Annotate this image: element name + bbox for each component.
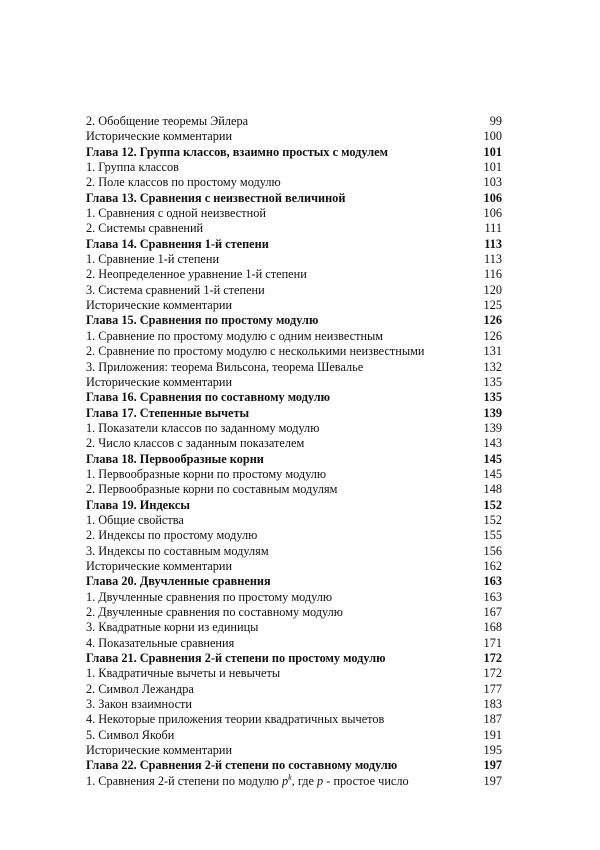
toc-entry[interactable] xyxy=(86,298,502,313)
toc-entry-title: Глава 21. Сравнения 2-й степени по простому модулю xyxy=(86,651,386,666)
toc-entry-title: 5. Символ Якоби xyxy=(86,727,175,742)
toc-entry-title: Исторические комментарии xyxy=(86,374,233,389)
toc-entry-title: Исторические комментарии xyxy=(86,298,233,313)
toc-entry-title: Глава 16. Сравнения по составному модулю xyxy=(86,390,331,405)
toc-entry-page: 145 xyxy=(483,451,502,466)
toc-chapter-entry[interactable] xyxy=(86,145,502,160)
title-start: 1. Сравнения 2-й степени по модулю xyxy=(86,773,282,788)
toc-entry-title: 1. Квадратичные вычеты и невычеты xyxy=(86,666,281,681)
toc-entry[interactable] xyxy=(86,774,502,789)
toc-entry-page: 167 xyxy=(483,605,502,619)
toc-entry-page: 103 xyxy=(483,175,502,190)
toc-entry-page: 148 xyxy=(483,482,502,497)
toc-entry-title: 1. Общие свойства xyxy=(86,512,184,527)
toc-chapter-entry[interactable] xyxy=(86,498,502,513)
toc-entry-title: 2. Индексы по простому модулю xyxy=(86,528,258,543)
toc-entry[interactable] xyxy=(86,129,502,144)
toc-entry-title: 1. Первообразные корни по простому модулю xyxy=(86,466,327,481)
toc-entry-title: 1. Сравнение 1-й степени xyxy=(86,252,220,267)
toc-entry[interactable] xyxy=(86,421,502,436)
toc-entry-title: 3. Индексы по составным модулям xyxy=(86,543,269,558)
toc-entry[interactable] xyxy=(86,666,502,681)
toc-entry-title: 2. Символ Лежандра xyxy=(86,681,194,696)
toc-entry-page: 126 xyxy=(483,328,502,343)
toc-entry[interactable] xyxy=(86,513,502,528)
toc-entry[interactable] xyxy=(86,283,502,298)
toc-entry[interactable] xyxy=(86,559,502,574)
toc-entry-page: 106 xyxy=(483,206,502,221)
toc-entry-title: Глава 12. Группа классов, взаимно простых с модулем xyxy=(86,144,388,159)
toc-chapter-entry[interactable] xyxy=(86,758,502,773)
toc-entry-page: 101 xyxy=(483,160,502,175)
toc-rows xyxy=(86,114,502,774)
toc-entry-title: 2. Обобщение теоремы Эйлера xyxy=(86,114,249,128)
toc-entry[interactable] xyxy=(86,436,502,451)
toc-entry-title: Глава 13. Сравнения с неизвестной величиной xyxy=(86,190,346,205)
toc-entry-title: 2. Сравнение по простому модулю с несколькими неизвестными xyxy=(86,344,425,359)
toc-entry-title: Глава 20. Двучленные сравнения xyxy=(86,574,271,589)
toc-entry[interactable] xyxy=(86,252,502,267)
toc-entry[interactable] xyxy=(86,743,502,758)
toc-entry-page: 113 xyxy=(484,236,502,251)
toc-entry-title: Глава 14. Сравнения 1-й степени xyxy=(86,236,269,251)
toc-entry-title: 4. Некоторые приложения теории квадратичных вычетов xyxy=(86,712,385,727)
toc-entry-page: 197 xyxy=(483,773,502,788)
toc-chapter-entry[interactable] xyxy=(86,237,502,252)
toc-entry-title: 2. Поле классов по простому модулю xyxy=(86,175,281,190)
toc-entry-title: 3. Система сравнений 1-й степени xyxy=(86,282,265,297)
toc-entry-page: 156 xyxy=(483,543,502,558)
toc-entry-title: 1. Группа классов xyxy=(86,160,179,175)
toc-entry-title: Исторические комментарии xyxy=(86,129,233,144)
toc-entry-page: 126 xyxy=(483,313,502,328)
toc-entry-title: 2. Число классов с заданным показателем xyxy=(86,436,305,451)
toc-entry[interactable] xyxy=(86,636,502,651)
toc-entry-page: 171 xyxy=(483,635,502,650)
toc-entry-page: 197 xyxy=(483,758,502,773)
toc-entry[interactable] xyxy=(86,682,502,697)
title-end: - простое число xyxy=(323,773,409,788)
toc-entry[interactable] xyxy=(86,344,502,359)
toc-entry-page: 172 xyxy=(483,651,502,666)
toc-entry-page: 163 xyxy=(483,589,502,604)
toc-entry[interactable] xyxy=(86,206,502,221)
toc-entry[interactable] xyxy=(86,175,502,190)
toc-entry-page: 168 xyxy=(483,620,502,635)
toc-chapter-entry[interactable] xyxy=(86,390,502,405)
toc-entry-page: 172 xyxy=(483,666,502,681)
toc-entry-page: 125 xyxy=(483,298,502,313)
toc-entry[interactable] xyxy=(86,712,502,727)
toc-chapter-entry[interactable] xyxy=(86,406,502,421)
toc-entry-page: 187 xyxy=(483,712,502,727)
toc-entry-title: 2. Системы сравнений xyxy=(86,221,204,236)
toc-entry-page: 162 xyxy=(483,558,502,573)
toc-entry-page: 191 xyxy=(483,727,502,742)
toc-entry-page: 177 xyxy=(483,681,502,696)
toc-entry[interactable] xyxy=(86,482,502,497)
toc-entry-title: Исторические комментарии xyxy=(86,558,233,573)
title-mid: , где xyxy=(291,773,318,788)
toc-entry-page: 101 xyxy=(483,144,502,159)
toc-entry-title: Глава 17. Степенные вычеты xyxy=(86,405,250,420)
toc-chapter-entry[interactable] xyxy=(86,574,502,589)
toc-entry-page: 152 xyxy=(483,512,502,527)
toc-entry[interactable] xyxy=(86,544,502,559)
toc-entry-title: 1. Сравнения с одной неизвестной xyxy=(86,206,266,221)
toc-entry-title: 2. Неопределенное уравнение 1-й степени xyxy=(86,267,307,282)
toc-entry-title xyxy=(86,774,409,789)
toc-entry[interactable] xyxy=(86,329,502,344)
toc-entry-page: 143 xyxy=(483,436,502,451)
toc-entry[interactable] xyxy=(86,360,502,375)
toc-entry-title: Исторические комментарии xyxy=(86,743,233,758)
toc-entry[interactable] xyxy=(86,114,502,129)
toc-entry-page: 195 xyxy=(483,743,502,758)
toc-entry-title: Глава 22. Сравнения 2-й степени по составному модулю xyxy=(86,758,398,773)
toc-entry[interactable] xyxy=(86,160,502,175)
toc-entry-page: 116 xyxy=(484,267,502,282)
toc-entry-title: 2. Первообразные корни по составным модулям xyxy=(86,482,338,497)
toc-entry-page: 132 xyxy=(483,359,502,374)
toc-chapter-entry[interactable] xyxy=(86,452,502,467)
toc-entry-page: 113 xyxy=(484,252,502,267)
toc-entry-title: Глава 19. Индексы xyxy=(86,497,190,512)
variable-p: p xyxy=(317,773,324,788)
toc-entry[interactable] xyxy=(86,697,502,712)
exponent-k: k xyxy=(288,773,292,782)
toc-entry-title: 2. Двучленные сравнения по составному модулю xyxy=(86,605,343,619)
toc-entry-title: Глава 18. Первообразные корни xyxy=(86,451,264,466)
toc-entry[interactable] xyxy=(86,590,502,605)
toc-entry[interactable] xyxy=(86,221,502,236)
toc-entry[interactable] xyxy=(86,267,502,282)
toc-entry-page: 99 xyxy=(489,114,502,128)
toc-entry-page: 145 xyxy=(483,466,502,481)
toc-entry-page: 135 xyxy=(483,390,502,405)
table-of-contents xyxy=(86,114,502,789)
toc-entry-page: 106 xyxy=(483,190,502,205)
toc-entry-page: 183 xyxy=(483,697,502,712)
toc-entry-page: 155 xyxy=(483,528,502,543)
toc-entry-title: 1. Показатели классов по заданному модулю xyxy=(86,420,320,435)
toc-entry-page: 152 xyxy=(483,497,502,512)
toc-entry-page: 135 xyxy=(483,374,502,389)
toc-chapter-entry[interactable] xyxy=(86,313,502,328)
toc-chapter-entry[interactable] xyxy=(86,191,502,206)
toc-entry[interactable] xyxy=(86,528,502,543)
toc-entry[interactable] xyxy=(86,620,502,635)
toc-entry-title: 3. Квадратные корни из единицы xyxy=(86,620,259,635)
toc-chapter-entry[interactable] xyxy=(86,651,502,666)
toc-entry-title: 1. Сравнение по простому модулю с одним неизвестным xyxy=(86,328,384,343)
toc-entry[interactable] xyxy=(86,605,502,620)
toc-entry-page: 139 xyxy=(483,420,502,435)
toc-entry-page: 163 xyxy=(483,574,502,589)
toc-entry[interactable] xyxy=(86,375,502,390)
toc-entry-page: 139 xyxy=(483,405,502,420)
toc-entry-title: Глава 15. Сравнения по простому модулю xyxy=(86,313,319,328)
toc-entry-page: 120 xyxy=(483,282,502,297)
toc-entry-title: 1. Двучленные сравнения по простому модулю xyxy=(86,589,333,604)
toc-entry-title: 4. Показательные сравнения xyxy=(86,635,235,650)
variable-p: p xyxy=(281,773,289,788)
toc-entry-page: 100 xyxy=(483,129,502,144)
toc-entry[interactable] xyxy=(86,728,502,743)
toc-entry[interactable] xyxy=(86,467,502,482)
toc-entry-title: 3. Приложения: теорема Вильсона, теорема Шевалье xyxy=(86,359,364,374)
toc-entry-page: 111 xyxy=(484,221,502,236)
toc-entry-page: 131 xyxy=(483,344,502,359)
toc-entry-title: 3. Закон взаимности xyxy=(86,697,193,712)
